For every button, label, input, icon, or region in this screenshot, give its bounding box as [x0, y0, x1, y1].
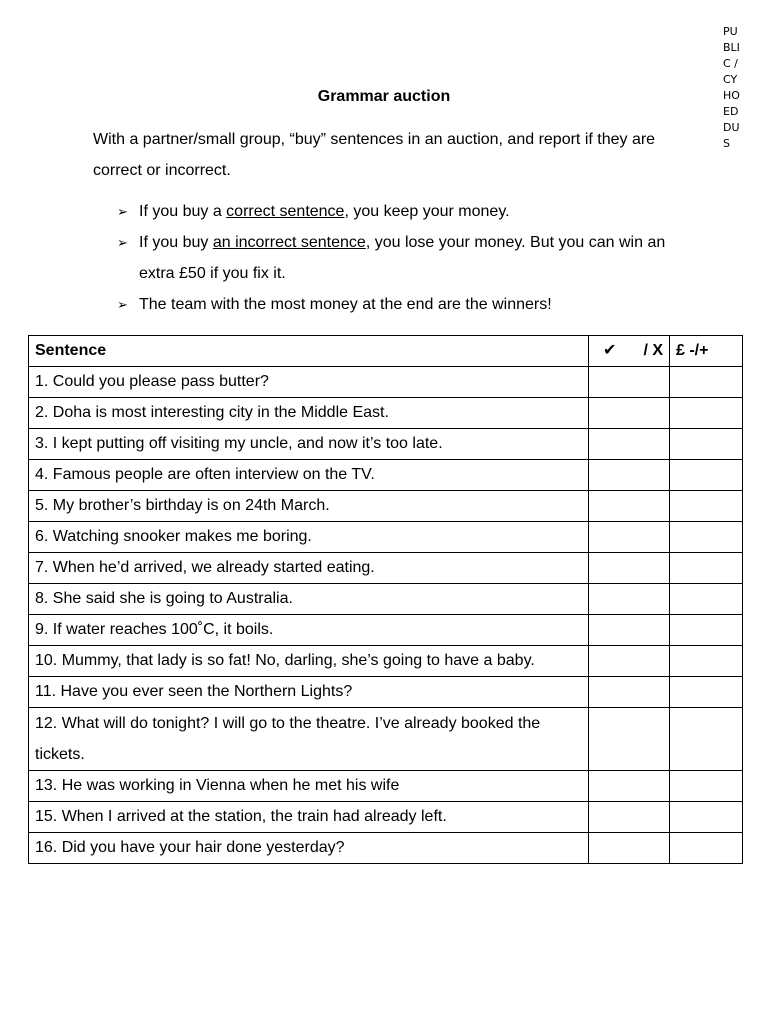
table-row [29, 708, 743, 771]
sentence-cell: 11. Have you ever seen the Northern Lights? [29, 677, 589, 708]
table-row [29, 398, 743, 429]
table-row [29, 491, 743, 522]
classification-line: ED [723, 105, 739, 118]
rule-text: If you buy [139, 234, 213, 251]
table-row [29, 367, 743, 398]
correct-cell[interactable] [589, 553, 670, 584]
classification-line: S [723, 137, 730, 150]
table-row [29, 522, 743, 553]
correct-cell[interactable] [589, 708, 670, 771]
sentence-cell: 13. He was working in Vienna when he met his wife [29, 771, 589, 802]
sentence-cell: 15. When I arrived at the station, the train had already left. [29, 802, 589, 833]
table-row [29, 584, 743, 615]
header-money: £ -/+ [670, 336, 743, 367]
header-correct-incorrect [589, 336, 670, 367]
correct-cell[interactable] [589, 677, 670, 708]
correct-cell[interactable] [589, 771, 670, 802]
sentence-cell: 4. Famous people are often interview on the TV. [29, 460, 589, 491]
sentence-cell: 16. Did you have your hair done yesterday? [29, 833, 589, 864]
money-cell[interactable] [670, 771, 743, 802]
money-cell[interactable] [670, 460, 743, 491]
classification-line: CY [723, 73, 738, 86]
table-row [29, 615, 743, 646]
money-cell[interactable] [670, 522, 743, 553]
correct-cell[interactable] [589, 491, 670, 522]
money-cell[interactable] [670, 615, 743, 646]
sentence-cell: 3. I kept putting off visiting my uncle, and now it’s too late. [29, 429, 589, 460]
table-row [29, 771, 743, 802]
money-cell[interactable] [670, 677, 743, 708]
rule-item [117, 227, 677, 289]
rule-item [117, 289, 677, 320]
money-cell[interactable] [670, 646, 743, 677]
table-row [29, 460, 743, 491]
page-title: Grammar auction [317, 88, 451, 105]
table-row [29, 646, 743, 677]
correct-cell[interactable] [589, 646, 670, 677]
money-cell[interactable] [670, 833, 743, 864]
sentence-cell: 9. If water reaches 100˚C, it boils. [29, 615, 589, 646]
correct-cell[interactable] [589, 584, 670, 615]
correct-cell[interactable] [589, 615, 670, 646]
money-cell[interactable] [670, 553, 743, 584]
correct-cell[interactable] [589, 522, 670, 553]
sentence-cell: 7. When he’d arrived, we already started eating. [29, 553, 589, 584]
table-row [29, 429, 743, 460]
correct-cell[interactable] [589, 429, 670, 460]
table-row [29, 553, 743, 584]
rule-text: , you lose your money. But you can win an extra £50 if you fix it. [139, 234, 666, 282]
money-cell[interactable] [670, 398, 743, 429]
sentence-cell: 6. Watching snooker makes me boring. [29, 522, 589, 553]
money-cell[interactable] [670, 367, 743, 398]
auction-table [28, 335, 743, 864]
sentence-cell: 8. She said she is going to Australia. [29, 584, 589, 615]
rules-list [117, 196, 677, 320]
classification-line: C / [723, 57, 738, 70]
money-cell[interactable] [670, 802, 743, 833]
classification-line: HO [723, 89, 740, 102]
arrow-bullet-icon: ➢ [117, 204, 128, 219]
classification-line: PU [723, 25, 738, 38]
classification-line: DU [723, 121, 740, 134]
rule-underlined-text: correct sentence [226, 203, 345, 220]
sentence-cell: 12. What will do tonight? I will go to the theatre. I’ve already booked the tickets. [29, 708, 589, 771]
money-cell[interactable] [670, 584, 743, 615]
rule-underlined-text: an incorrect sentence [212, 234, 366, 251]
classification-line: BLI [723, 41, 740, 54]
sentence-cell: 1. Could you please pass butter? [29, 367, 589, 398]
sentence-cell: 2. Doha is most interesting city in the Middle East. [29, 398, 589, 429]
table-row [29, 802, 743, 833]
rule-text: If you buy a [139, 203, 227, 220]
check-icon: ✔ [603, 342, 617, 359]
money-cell[interactable] [670, 708, 743, 771]
sentence-cell: 5. My brother’s birthday is on 24th March. [29, 491, 589, 522]
correct-cell[interactable] [589, 460, 670, 491]
correct-cell[interactable] [589, 802, 670, 833]
header-x-label: / X [643, 342, 663, 359]
money-cell[interactable] [670, 491, 743, 522]
correct-cell[interactable] [589, 398, 670, 429]
intro-paragraph: With a partner/small group, “buy” sentences in an auction, and report if they are correct or incorrect. [93, 131, 656, 179]
money-cell[interactable] [670, 429, 743, 460]
table-row [29, 833, 743, 864]
header-sentence: Sentence [29, 336, 589, 367]
correct-cell[interactable] [589, 367, 670, 398]
rule-item [117, 196, 677, 227]
arrow-bullet-icon: ➢ [117, 235, 128, 250]
table-header-row [29, 336, 743, 367]
arrow-bullet-icon: ➢ [117, 297, 128, 312]
correct-cell[interactable] [589, 833, 670, 864]
rule-text: The team with the most money at the end are the winners! [139, 296, 552, 313]
rule-text: , you keep your money. [344, 203, 510, 220]
table-row [29, 677, 743, 708]
sentence-cell: 10. Mummy, that lady is so fat! No, darling, she’s going to have a baby. [29, 646, 589, 677]
